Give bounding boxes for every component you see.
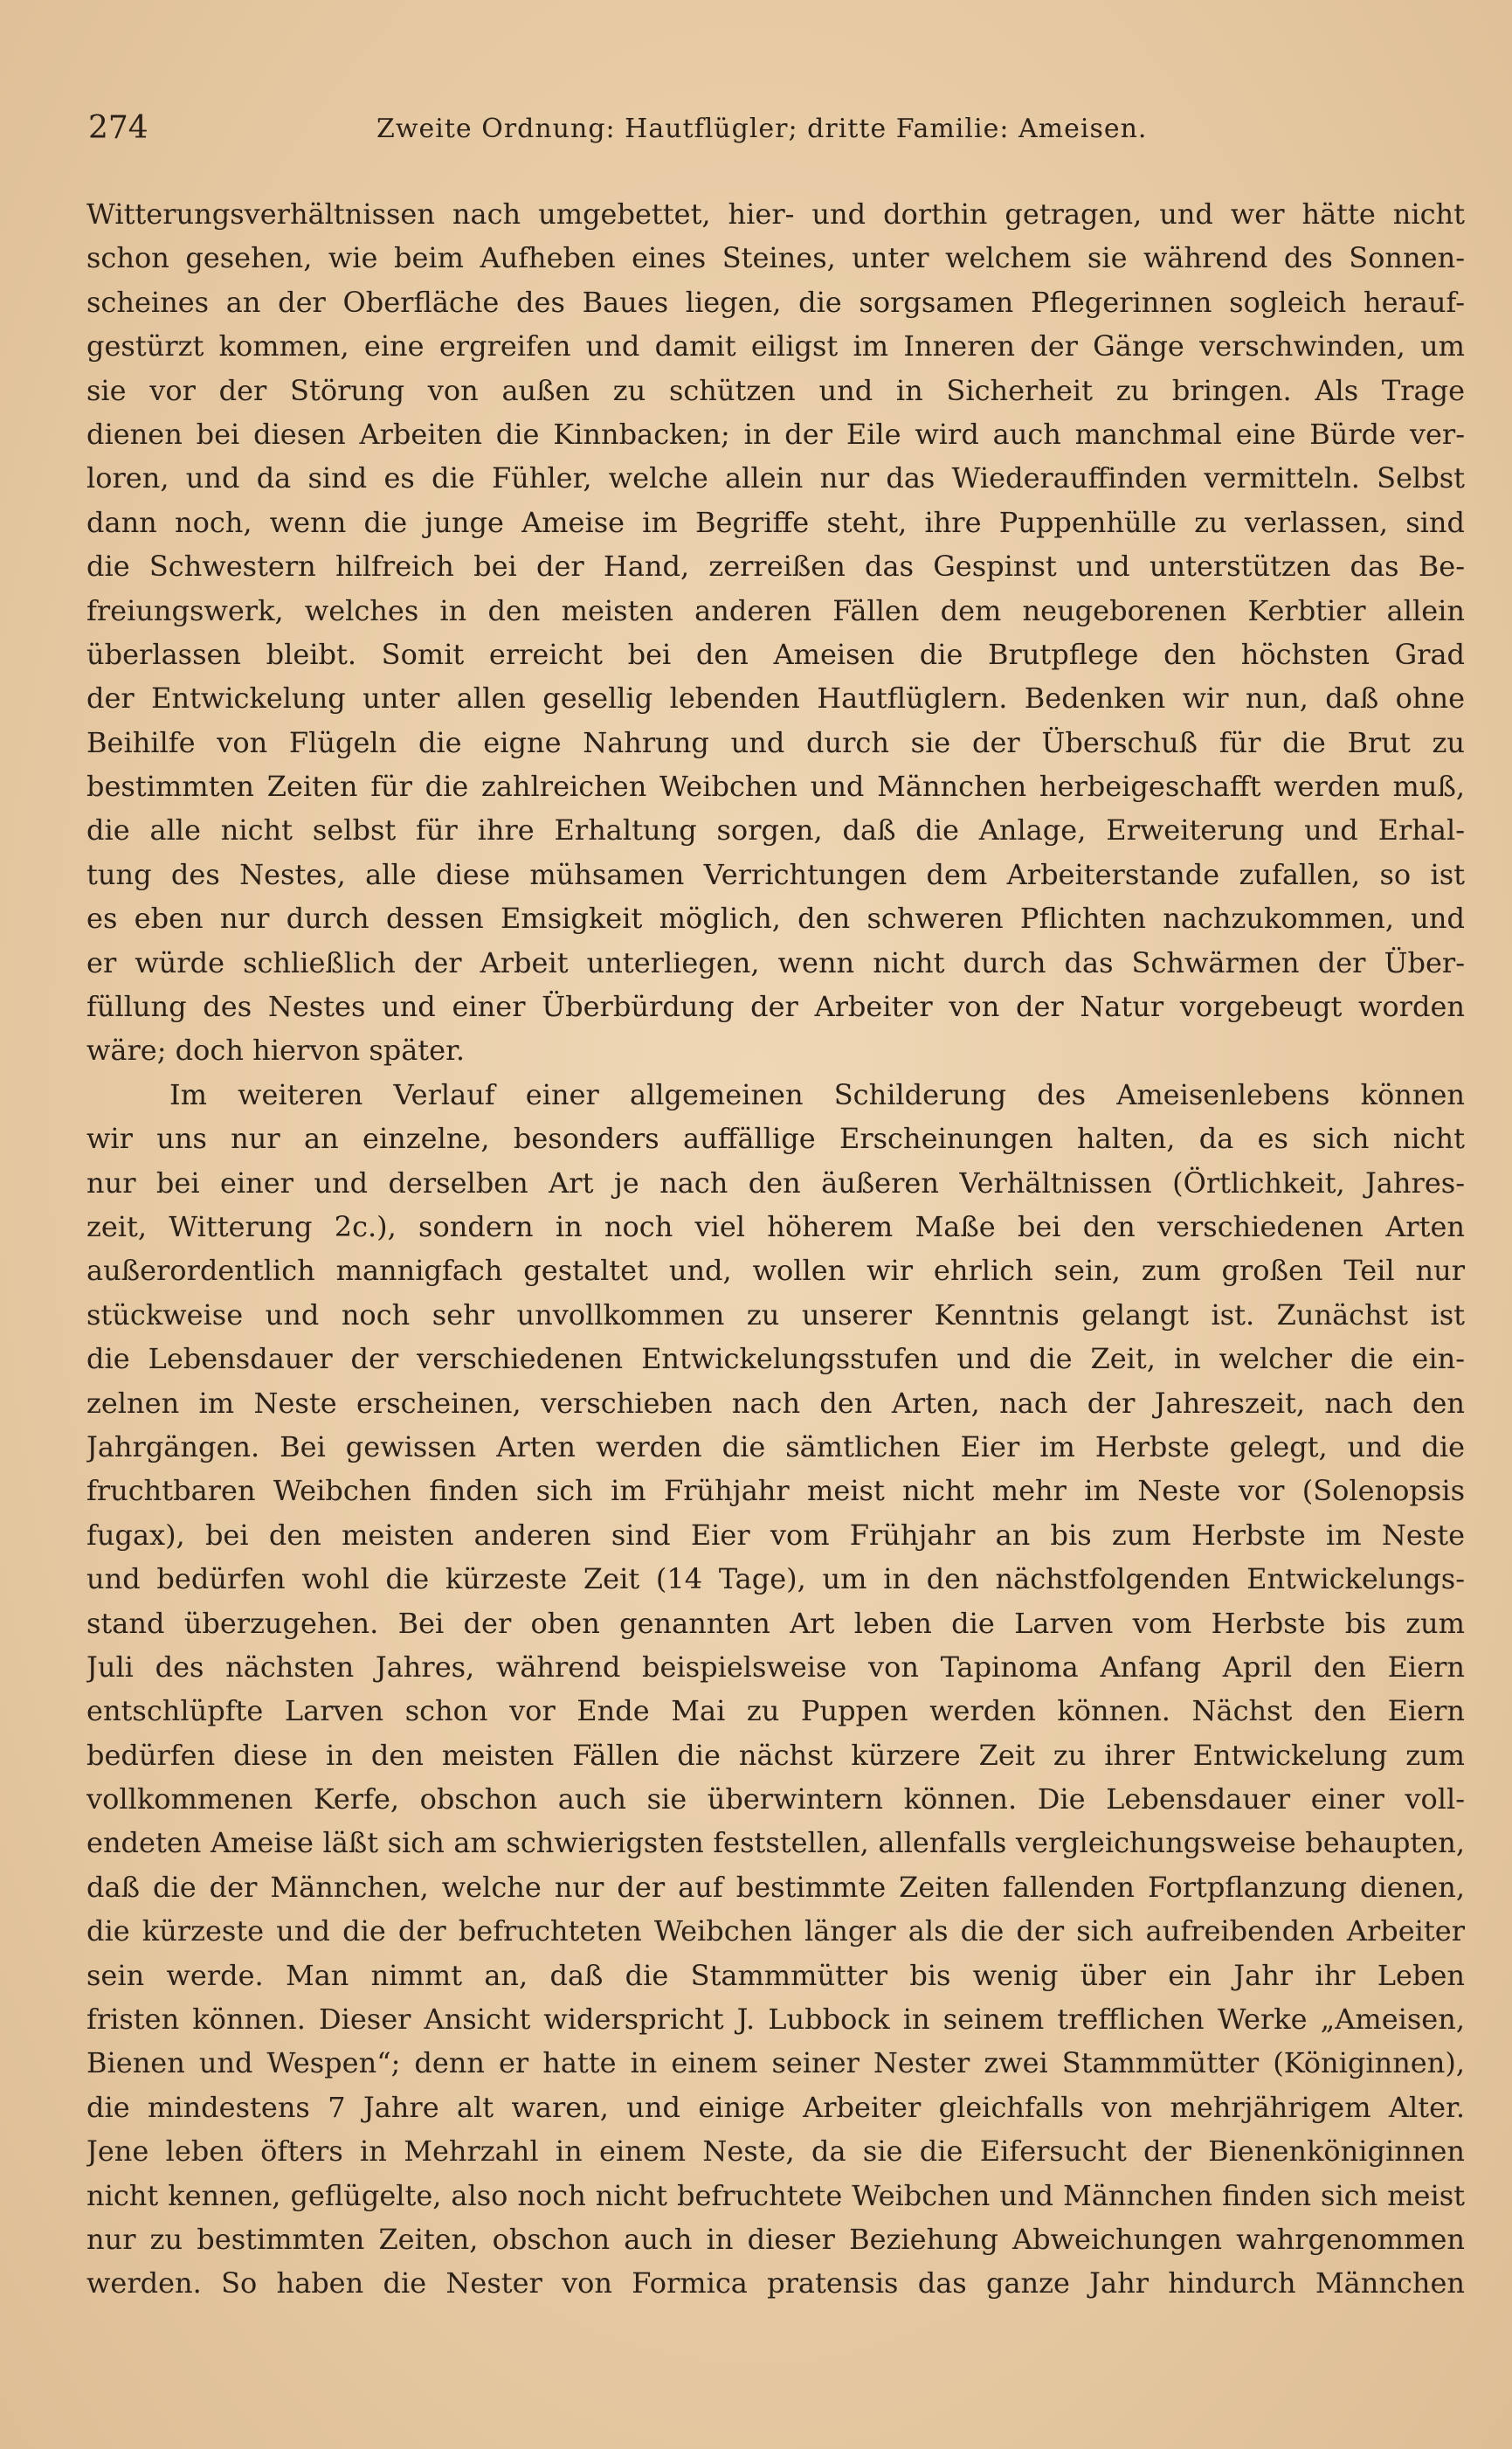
text-line: die Schwestern hilfreich bei der Hand, zerreißen das Gespinst und unterstützen das Be- bbox=[86, 550, 1465, 584]
text-line: tung des Nestes, alle diese mühsamen Verrichtungen dem Arbeiterstande zufallen, so ist bbox=[86, 857, 1465, 891]
text-line: nur zu bestimmten Zeiten, obschon auch in dieser Beziehung Abweichungen wahrgenommen bbox=[86, 2222, 1465, 2256]
body-text bbox=[86, 192, 1465, 2306]
text-line: Juli des nächsten Jahres, während beispielsweise von Tapinoma Anfang April den Eiern bbox=[86, 1650, 1465, 1684]
text-line: wäre; doch hiervon später. bbox=[86, 1034, 466, 1068]
text-line: nicht kennen, geflügelte, also noch nicht befruchtete Weibchen und Männchen finden sich meist bbox=[86, 2178, 1465, 2212]
text-line: bestimmten Zeiten für die zahlreichen Weibchen und Männchen herbeigeschafft werden muß, bbox=[86, 770, 1465, 804]
text-line: Bienen und Wespen“; denn er hatte in einem seiner Nester zwei Stammmütter (Königinnen), bbox=[86, 2046, 1465, 2080]
text-line: fristen können. Dieser Ansicht widerspricht J. Lubbock in seinem trefflichen Werke „Ameisen, bbox=[86, 2003, 1465, 2037]
text-line: Beihilfe von Flügeln die eigne Nahrung und durch sie der Überschuß für die Brut zu bbox=[86, 725, 1465, 759]
text-line: zeit, Witterung 2c.), sondern in noch viel höherem Maße bei den verschiedenen Arten bbox=[86, 1209, 1465, 1243]
text-line: Im weiteren Verlauf einer allgemeinen Schilderung des Ameisenlebens können bbox=[169, 1077, 1465, 1111]
text-line: loren, und da sind es die Fühler, welche allein nur das Wiederauffinden vermitteln. Selbst bbox=[86, 461, 1465, 495]
text-line: und bedürfen wohl die kürzeste Zeit (14 Tage), um in den nächstfolgenden Entwickelungs- bbox=[86, 1562, 1465, 1596]
text-line: sein werde. Man nimmt an, daß die Stammmütter bis wenig über ein Jahr ihr Leben bbox=[86, 1958, 1465, 1992]
text-line: nur bei einer und derselben Art je nach den äußeren Verhältnissen (Örtlichkeit, Jahres- bbox=[86, 1166, 1465, 1200]
text-line: entschlüpfte Larven schon vor Ende Mai zu Puppen werden können. Nächst den Eiern bbox=[86, 1694, 1465, 1728]
text-line: Witterungsverhältnissen nach umgebettet, hier- und dorthin getragen, und wer hätte nicht bbox=[86, 197, 1465, 231]
text-line: Jahrgängen. Bei gewissen Arten werden die sämtlichen Eier im Herbste gelegt, und die bbox=[86, 1429, 1465, 1463]
text-line: füllung des Nestes und einer Überbürdung der Arbeiter von der Natur vorgebeugt worden bbox=[86, 990, 1465, 1024]
running-head: Zweite Ordnung: Hautflügler; dritte Familie: Ameisen. bbox=[376, 114, 1148, 144]
text-line: er würde schließlich der Arbeit unterliegen, wenn nicht durch das Schwärmen der Über- bbox=[86, 945, 1465, 979]
text-line: freiungswerk, welches in den meisten anderen Fällen dem neugeborenen Kerbtier allein bbox=[86, 593, 1465, 627]
text-line: Jene leben öfters in Mehrzahl in einem Neste, da sie die Eifersucht der Bienenköniginnen bbox=[86, 2134, 1465, 2169]
text-line: außerordentlich mannigfach gestaltet und, wollen wir ehrlich sein, zum großen Teil nur bbox=[86, 1254, 1465, 1288]
text-line: vollkommenen Kerfe, obschon auch sie überwintern können. Die Lebensdauer einer voll- bbox=[86, 1782, 1465, 1816]
text-line: überlassen bleibt. Somit erreicht bei den Ameisen die Brutpflege den höchsten Grad bbox=[86, 637, 1465, 671]
text-line: der Entwickelung unter allen gesellig lebenden Hautflüglern. Bedenken wir nun, daß ohne bbox=[86, 681, 1465, 716]
text-line: zelnen im Neste erscheinen, verschieben nach den Arten, nach der Jahreszeit, nach den bbox=[86, 1386, 1465, 1420]
text-line: die Lebensdauer der verschiedenen Entwickelungsstufen und die Zeit, in welcher die ein- bbox=[86, 1342, 1465, 1376]
text-line: die alle nicht selbst für ihre Erhaltung sorgen, daß die Anlage, Erweiterung und Erhal- bbox=[86, 813, 1465, 847]
text-line: dann noch, wenn die junge Ameise im Begriffe steht, ihre Puppenhülle zu verlassen, sind bbox=[86, 505, 1465, 539]
text-line: stand überzugehen. Bei der oben genannten Art leben die Larven vom Herbste bis zum bbox=[86, 1606, 1465, 1640]
text-line: die kürzeste und die der befruchteten Weibchen länger als die der sich aufreibenden Arbeiter bbox=[86, 1914, 1465, 1948]
text-line: wir uns nur an einzelne, besonders auffällige Erscheinungen halten, da es sich nicht bbox=[86, 1122, 1465, 1156]
text-line: dienen bei diesen Arbeiten die Kinnbacken; in der Eile wird auch manchmal eine Bürde ver- bbox=[86, 417, 1465, 451]
text-line: gestürzt kommen, eine ergreifen und damit eiligst im Inneren der Gänge verschwinden, um bbox=[86, 329, 1465, 363]
text-line: bedürfen diese in den meisten Fällen die nächst kürzere Zeit zu ihrer Entwickelung zum bbox=[86, 1738, 1465, 1772]
text-line: es eben nur durch dessen Emsigkeit möglich, den schweren Pflichten nachzukommen, und bbox=[86, 902, 1465, 936]
text-line: stückweise und noch sehr unvollkommen zu unserer Kenntnis gelangt ist. Zunächst ist bbox=[86, 1297, 1465, 1332]
text-line: fruchtbaren Weibchen finden sich im Frühjahr meist nicht mehr im Neste vor (Solenopsis bbox=[86, 1474, 1465, 1508]
text-line: werden. So haben die Nester von Formica pratensis das ganze Jahr hindurch Männchen bbox=[86, 2266, 1465, 2300]
text-line: schon gesehen, wie beim Aufheben eines Steines, unter welchem sie während des Sonnen- bbox=[86, 241, 1465, 275]
text-line: fugax), bei den meisten anderen sind Eier vom Frühjahr an bis zum Herbste im Neste bbox=[86, 1518, 1465, 1552]
text-line: scheines an der Oberfläche des Baues liegen, die sorgsamen Pflegerinnen sogleich herauf- bbox=[86, 285, 1465, 319]
page-header bbox=[88, 110, 1468, 163]
page-number: 274 bbox=[88, 110, 148, 146]
text-line: daß die der Männchen, welche nur der auf bestimmte Zeiten fallenden Fortpflanzung dienen, bbox=[86, 1870, 1465, 1904]
text-line: endeten Ameise läßt sich am schwierigsten feststellen, allenfalls vergleichungsweise behaupten, bbox=[86, 1826, 1465, 1860]
text-line: sie vor der Störung von außen zu schützen und in Sicherheit zu bringen. Als Trage bbox=[86, 373, 1465, 407]
text-line: die mindestens 7 Jahre alt waren, und einige Arbeiter gleichfalls von mehrjährigem Alter. bbox=[86, 2090, 1465, 2124]
